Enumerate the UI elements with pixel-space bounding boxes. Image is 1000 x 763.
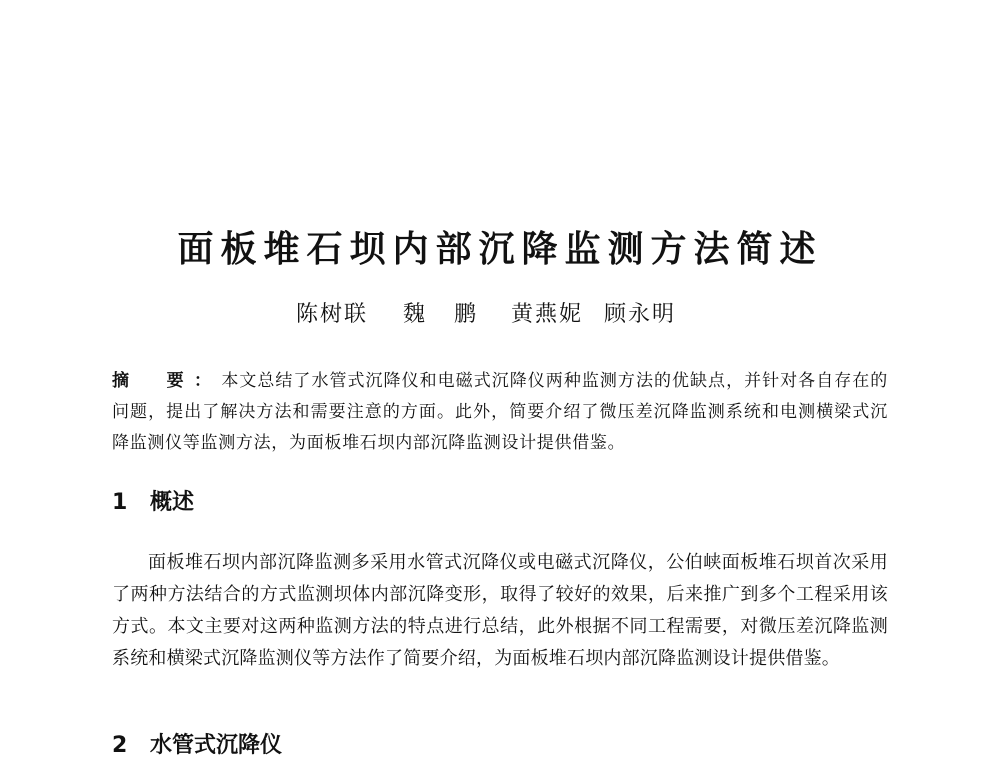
abstract-label: 摘 要： [112, 371, 222, 391]
section-heading [112, 486, 194, 520]
author-name: 陈树联 [296, 302, 369, 327]
author-name: 黄燕妮 [511, 302, 584, 327]
section-heading [112, 729, 282, 763]
section-number: 1 [112, 490, 128, 515]
author-list [0, 298, 1000, 332]
abstract [112, 366, 888, 459]
paper-title: 面板堆石坝内部沉降监测方法简述 [177, 229, 823, 270]
section-title: 概述 [150, 490, 195, 515]
author-name: 鹏 [454, 302, 491, 327]
section-number: 2 [112, 733, 128, 758]
section-paragraph: 面板堆石坝内部沉降监测多采用水管式沉降仪或电磁式沉降仪，公伯峡面板堆石坝首次采用了两种方法结合的方式监测坝体内部沉降变形，取得了较好的效果，后来推广到多个工程采用该方式。本文主要对这两种监测方法的特点进行总结，此外根据不同工程需要，对微压差沉降监测系统和横梁式沉降监测仪等方法作了简要介绍，为面板堆石坝内部沉降监测设计提供借鉴。 [112, 552, 888, 669]
author-name: 顾永明 [604, 302, 677, 327]
section-title: 水管式沉降仪 [150, 733, 283, 758]
abstract-text: 本文总结了水管式沉降仪和电磁式沉降仪两种监测方法的优缺点，并针对各自存在的问题，提出了解决方法和需要注意的方面。此外，简要介绍了微压差沉降监测系统和电测横梁式沉降监测仪等监测方法，为面板堆石坝内部沉降监测设计提供借鉴。 [112, 371, 888, 453]
author-name: 魏 [403, 302, 440, 327]
